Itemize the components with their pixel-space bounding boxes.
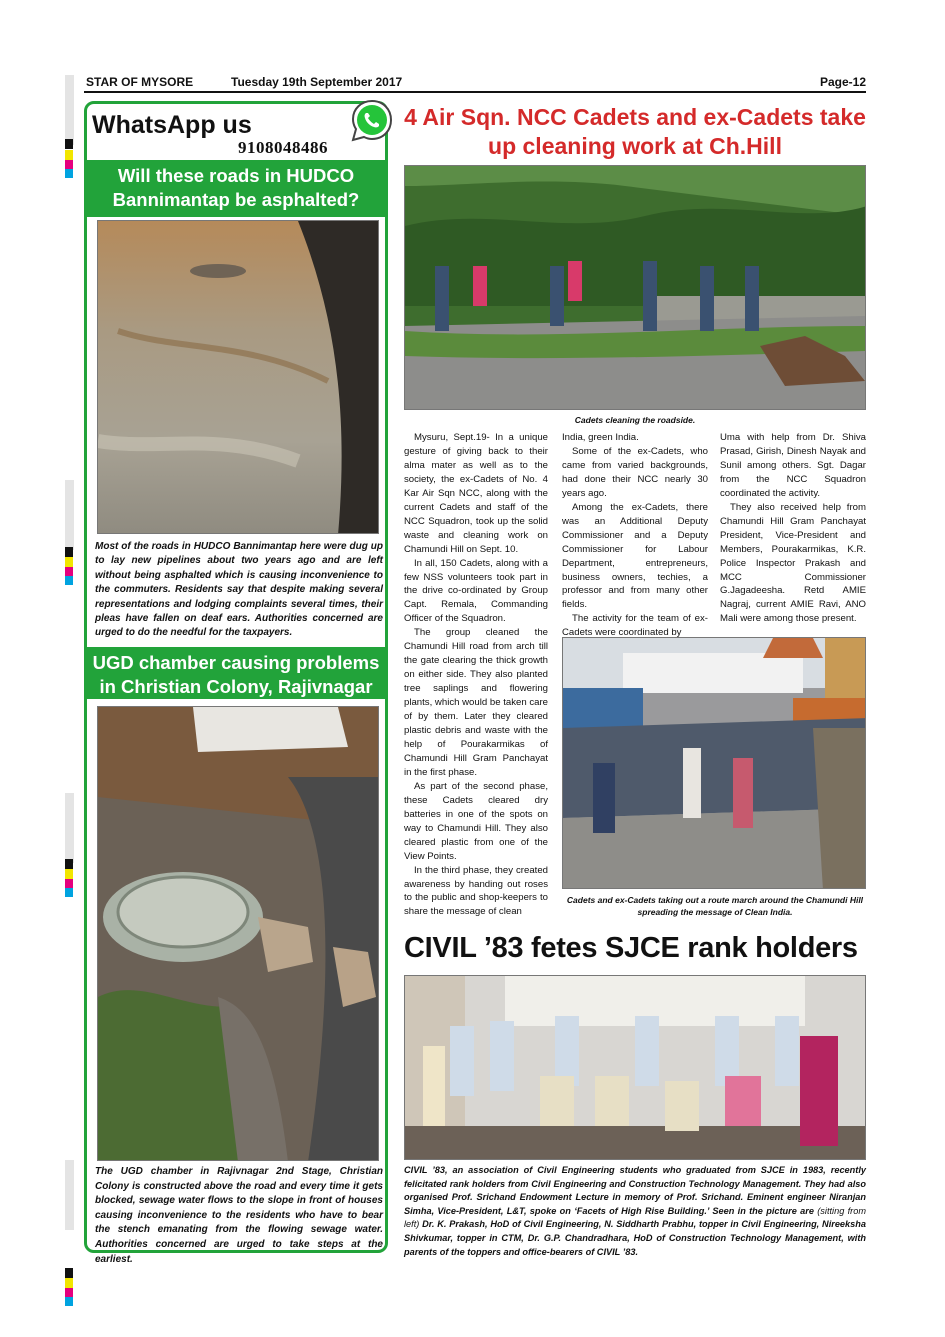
registration-black (65, 1268, 73, 1278)
registration-yellow (65, 557, 73, 567)
issue-date: Tuesday 19th September 2017 (231, 75, 403, 89)
cadets-cleaning-photo (404, 165, 866, 410)
registration-black (65, 547, 73, 557)
registration-black (65, 859, 73, 869)
ncc-paragraph: In all, 150 Cadets, along with a few NSS volunteers took part in the drive co-ordinated by Group Capt. Remala, Commanding Officer of the Squadron. (404, 557, 548, 625)
ncc-column-1 (404, 431, 548, 919)
registration-magenta (65, 879, 73, 888)
civil-caption-text: CIVIL ’83, an association of Civil Engineering students who graduated from SJCE in 1983, recently felicitated rank holders from Civil Engineering and Construction Technology Management. They had also organised Prof. Srichand Endowment Lecture in memory of Prof. Srichand. Eminent engineer Niranjan Simha, Vice-President, L&T, spoke on ‘Facets of High Rise Building.’ Seen in the picture are (404, 1165, 866, 1216)
civil-caption-sitting: (sitting from left) (404, 1205, 866, 1230)
ncc-paragraph: India, green India. (562, 432, 639, 443)
publication-name: STAR OF MYSORE (86, 75, 194, 89)
rank-holders-photo (404, 975, 866, 1160)
registration-strip (65, 75, 74, 145)
registration-yellow (65, 1278, 73, 1288)
registration-magenta (65, 160, 73, 169)
registration-cyan (65, 169, 73, 178)
whatsapp-title: WhatsApp us (92, 111, 252, 139)
ncc-paragraph: Uma with help from Dr. Shiva Prasad, Girish, Dinesh Nayak and Sunil among others. Sgt. Dagar from the NCC Squadron coordinated the activity. (720, 432, 866, 499)
civil-caption (404, 1164, 866, 1259)
registration-strip (65, 480, 74, 550)
whatsapp-phone: 9108048486 (238, 138, 328, 157)
story1-caption: Most of the roads in HUDCO Bannimantap here were dug up to lay new pipelines about two years ago and are left without being asphalted which is causing inconvenience to the commuters. Residents say that despite making several representations and lodging complaints several times, their pleas have fallen on deaf ears. Authorities concerned are urged to do the needful for the taxpayers. (95, 541, 383, 639)
story2-headline: UGD chamber causing problems in Christian Colony, Rajivnagar (87, 647, 385, 699)
registration-cyan (65, 1297, 73, 1306)
ncc-column-3 (720, 431, 866, 626)
registration-magenta (65, 1288, 73, 1297)
registration-strip (65, 1160, 74, 1230)
ncc-photo2-caption: Cadets and ex-Cadets taking out a route march around the Chamundi Hill spreading the message of Clean India. (566, 895, 864, 917)
ncc-headline: 4 Air Sqn. NCC Cadets and ex-Cadets take up cleaning work at Ch.Hill (404, 104, 866, 159)
whatsapp-icon (349, 98, 395, 144)
registration-strip (65, 793, 74, 863)
story2-caption: The UGD chamber in Rajivnagar 2nd Stage, Christian Colony is constructed above the road and every time it gets blocked, sewage water flows to the slope in front of houses causing inconvenience to the residents who have to bear the stench emanating from the flowing sewage water. Authorities concerned are urged to take steps at the earliest. (95, 1166, 383, 1265)
ncc-paragraph: Mysuru, Sept.19- In a unique gesture of giving back to their alma mater as well as to the society, the ex-Cadets of No. 4 Kar Air Sqn NCC, along with the current Cadets and staff of the NCC Squadron, took up the solid waste and cleaning work on Chamundi Hill on Sept. 10. (404, 432, 548, 555)
ncc-paragraph: Among the ex-Cadets, there was an Additional Deputy Commissioner and a Deputy Commissioner for Labour Department, entrepreneurs, business owners, techies, a professor and from many other fields. (562, 501, 708, 611)
story1-headline: Will these roads in HUDCO Bannimantap be asphalted? (87, 160, 385, 217)
ncc-paragraph: In the third phase, they created awareness by handing out roses to the public and shop-keepers to share the message of clean (404, 864, 548, 918)
registration-black (65, 139, 73, 149)
ncc-column-2 (562, 431, 708, 640)
page-header (86, 75, 866, 91)
ncc-paragraph: Some of the ex-Cadets, who came from varied backgrounds, had done their NCC nearly 30 years ago. (562, 445, 708, 499)
ncc-paragraph: They also received help from Chamundi Hill Gram Panchayat President, Vice-President and Members, Pourakarmikas, K.R. Police Inspector Prakash and MCC Commissioner G.Jagadeesha. Retd AMIE Nagraj, current AMIE Ravi, ANO Mali were among those present. (720, 501, 866, 625)
registration-cyan (65, 576, 73, 585)
header-rule (84, 91, 866, 93)
road-photo (97, 220, 379, 534)
registration-yellow (65, 869, 73, 879)
ncc-paragraph: The activity for the team of ex-Cadets were coordinated by (562, 613, 708, 639)
ncc-paragraph: As part of the second phase, these Cadets cleared dry batteries in one of the spots on way to Chamundi Hill. They also cleared plastic from one of the View Points. (404, 780, 548, 862)
registration-cyan (65, 888, 73, 897)
registration-magenta (65, 567, 73, 576)
ugd-chamber-photo (97, 706, 379, 1161)
civil-caption-text: Dr. K. Prakash, HoD of Civil Engineering, N. Siddharth Prabhu, topper in Civil Engineering, Nireeksha Shivkumar, topper in CTM, Dr. G.P. Chandradhara, HoD of Construction Technology Management, with parents of the toppers and office-bearers of CIVIL ’83. (404, 1219, 866, 1257)
civil-headline: CIVIL ’83 fetes SJCE rank holders (404, 932, 858, 964)
ncc-photo1-caption: Cadets cleaning the roadside. (574, 415, 696, 425)
route-march-photo (562, 637, 866, 889)
registration-yellow (65, 150, 73, 160)
page-number: Page-12 (819, 75, 866, 89)
ncc-paragraph: The group cleaned the Chamundi Hill road from arch till the gate clearing the thick growth on either side. They also planted tree saplings and flowering plants, which would be taken care of by them. Later they cleared plastic debris and waste with the help of Pourakarmikas of Chamundi Hill Gram Panchayat in the first phase. (404, 627, 548, 778)
